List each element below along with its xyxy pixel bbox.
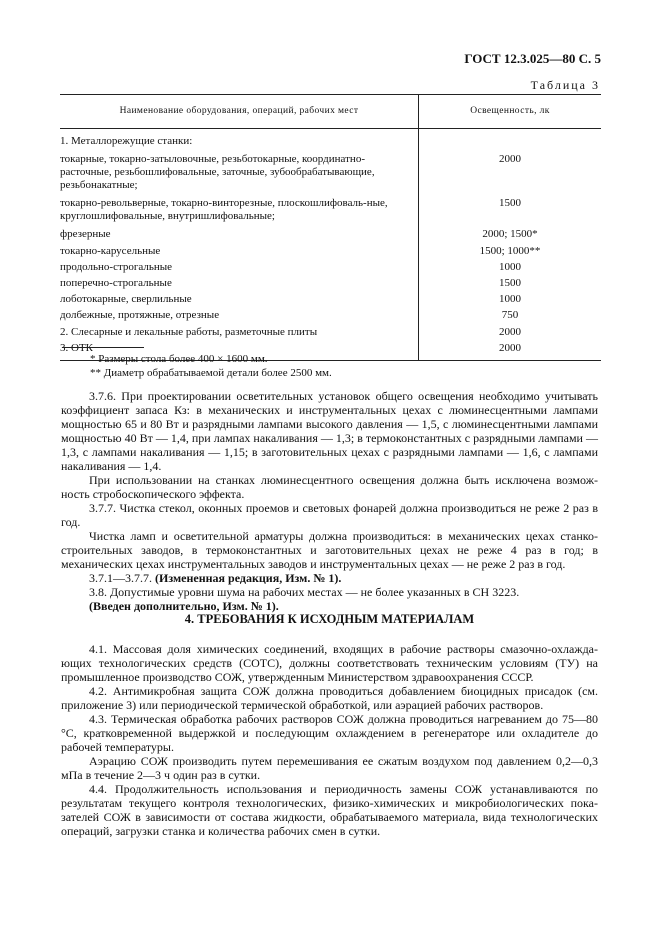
row-value: 2000 [419, 342, 602, 360]
paragraph-3-7-7: 3.7.7. Чистка стекол, оконных проемов и световых фонарей должна производиться не реже 2 раз в год. [61, 501, 598, 529]
row-name: токарно-карусельные [60, 245, 419, 261]
paragraph-4-3: 4.3. Термическая обработка рабочих растворов СОЖ должна проводиться нагреванием до 75—80 °С, кратковременной выдержкой и последующим охлаждением в регенераторе или охладителе до рабочей температуры. [61, 712, 598, 754]
paragraph-added-note: (Введен дополнительно, Изм. № 1). [89, 599, 279, 613]
table-row [60, 228, 601, 245]
row-value: 1000 [499, 293, 521, 305]
paragraph-stroboscopic: При использовании на станках люминесцентного освещения должна быть исключена возмож-ность стробоскопического эффекта. [61, 473, 598, 501]
table-row [60, 277, 601, 293]
footnote-separator [62, 347, 144, 348]
row-value: 1000 [499, 261, 521, 273]
row-name: 2. Слесарные и лекальные работы, разметочные плиты [60, 326, 419, 342]
table-row [60, 153, 601, 197]
table-row [60, 197, 601, 228]
row-value [419, 129, 602, 154]
table-header-illuminance: Освещенность, лк [419, 95, 602, 129]
edition-range: 3.7.1—3.7.7. [89, 571, 152, 585]
section-title: 4. ТРЕБОВАНИЯ К ИСХОДНЫМ МАТЕРИАЛАМ [184, 612, 475, 626]
paragraph-3-8: 3.8. Допустимые уровни шума на рабочих местах — не более указанных в СН 3223. [89, 585, 520, 599]
table-caption: Таблица 3 [530, 78, 600, 92]
paragraph-3-7-6: 3.7.6. При проектировании осветительных установок общего освещения необходимо учитывать коэффициент запаса Кз: в механических и инструментальных цехах с люминесцентными лампами мощностью 65 и 80 Вт и разрядными лампами высокого давления — 1,5, с люминесцентными лампами мощностью 40 Вт — 1,4, при лампах накаливания — 1,3; в термоконстантных с разрядными лампами — 1,3, с лампами накаливания — 1,15; в заготовительных цехах с разрядными лампами — 1,6, с лампами накаливания — 1,4. [61, 389, 598, 473]
table-header-equipment: Наименование оборудования, операций, рабочих мест [60, 95, 419, 129]
row-name: продольно-строгальные [60, 261, 419, 277]
section-3-text [61, 389, 598, 613]
paragraph-4-4: 4.4. Продолжительность использования и периодичность замены СОЖ устанавливаются по результатам текущего контроля технологических, физико-химических и микробиологических пока-зателей СОЖ в зависимости от состава жидкости, обрабатываемого материала, вида технологических операций, загрузки станка и количества рабочих смен в сутки. [61, 782, 598, 838]
table-row [60, 326, 601, 342]
section-4-text [61, 642, 598, 838]
row-name: долбежные, протяжные, отрезные [60, 309, 419, 326]
table-row [60, 293, 601, 309]
page-header: ГОСТ 12.3.025—80 С. 5 [464, 51, 601, 66]
table-row [60, 245, 601, 261]
table-row [60, 309, 601, 326]
row-name: поперечно-строгальные [60, 277, 419, 293]
footnote: * Размеры стола более 400 × 1600 мм. [90, 353, 268, 365]
row-name: токарно-револьверные, токарно-винторезные, плоскошлифоваль-ные, круглошлифовальные, внутришлифовальные; [60, 197, 419, 228]
paragraph-aeration: Аэрацию СОЖ производить путем перемешивания ее сжатым воздухом под давлением 0,2—0,3 мПа в течение 2—3 ч один раз в сутки. [61, 754, 598, 782]
row-value: 1500; 1000** [479, 245, 541, 257]
paragraph-edition-note [61, 571, 598, 585]
row-value: 750 [501, 309, 519, 321]
row-name: 3. ОТК [60, 342, 419, 360]
paragraph-lamp-cleaning: Чистка ламп и осветительной арматуры должна производиться: в механических цехах станко-строительных заводов, в термоконстантных и заготовительных цехах не реже 4 раз в год; в механических цехах инструментальных заводов и инструментальных цехах — не реже 2 раз в год. [61, 529, 598, 571]
row-name: 1. Металлорежущие станки: [60, 129, 419, 154]
row-name: лоботокарные, сверлильные [60, 293, 419, 309]
table-row [60, 261, 601, 277]
row-value: 2000 [499, 326, 521, 338]
illuminance-table [60, 94, 601, 361]
edition-note: (Измененная редакция, Изм. № 1). [155, 571, 342, 585]
footnote: ** Диаметр обрабатываемой детали более 2500 мм. [90, 367, 332, 379]
row-value: 1500 [499, 197, 521, 209]
row-name: фрезерные [60, 228, 419, 245]
paragraph-4-2: 4.2. Антимикробная защита СОЖ должна проводиться добавлением биоцидных присадок (см. приложение 3) или периодической термической обработкой, или аэрацией рабочих растворов. [61, 684, 598, 712]
table-row [60, 129, 601, 154]
row-value: 2000 [499, 153, 521, 165]
row-value: 2000; 1500* [482, 228, 538, 240]
paragraph-4-1: 4.1. Массовая доля химических соединений, входящих в рабочие растворы смазочно-охлажда-ющих технологических средств (СОТС), должны соответствовать техническим условиям (ТУ) на промышленное производство СОЖ, утвержденным Министерством здравоохранения СССР. [61, 642, 598, 684]
row-value: 1500 [499, 277, 521, 289]
row-name: токарные, токарно-затыловочные, резьботокарные, координатно-расточные, резьбошлифовальные, заточные, зубообрабатывающие, резьбонакатные; [60, 153, 419, 197]
